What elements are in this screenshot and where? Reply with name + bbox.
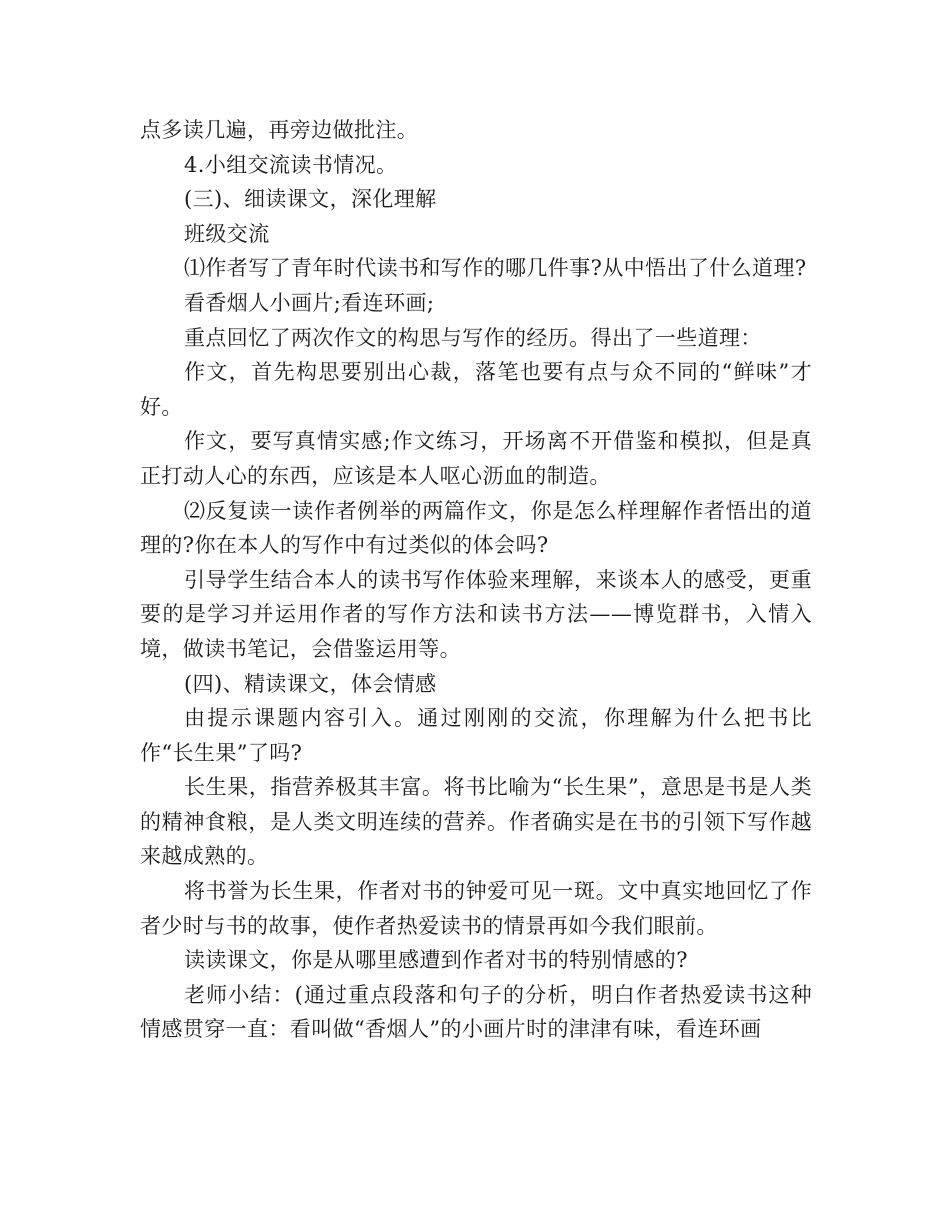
paragraph-6: 看香烟人小画片;看连环画; (184, 290, 435, 315)
paragraph-10: ⑵反复读一读作者例举的两篇作文，你是怎么样理解作者悟出的道理的?你在本人的写作中有过类似的体会吗? (140, 498, 812, 558)
paragraph-8: 作文，首先构思要别出心裁，落笔也要有点与众不同的“鲜味”才好。 (140, 360, 812, 419)
section-heading-3: (三)、细读课文，深化理解 (184, 187, 437, 212)
paragraph-1: 点多读几遍，再旁边做批注。 (140, 118, 419, 142)
paragraph-11: 引导学生结合本人的读书写作体验来理解，来谈本人的感受，更重要的是学习并运用作者的写作方法和读书方法——博览群书，入情入境，做读书笔记，会借鉴运用等。 (140, 567, 812, 661)
paragraph-2: 4.小组交流读书情况。 (184, 152, 398, 177)
section-heading-12: (四)、精读课文，体会情感 (184, 671, 437, 696)
paragraph-13: 由提示课题内容引入。通过刚刚的交流，你理解为什么把书比作“长生果”了吗? (140, 706, 812, 765)
paragraph-17: 老师小结：(通过重点段落和句子的分析，明白作者热爱读书这种情感贯穿一直：看叫做“香烟人”的小画片时的津津有味，看连环画 (140, 982, 812, 1042)
paragraph-15: 将书誉为长生果，作者对书的钟爱可见一斑。文中真实地回忆了作者少时与书的故事，使作者热爱读书的情景再如今我们眼前。 (140, 879, 812, 938)
paragraph-9: 作文，要写真情实感;作文练习，开场离不开借鉴和模拟，但是真正打动人心的东西，应该是本人呕心沥血的制造。 (140, 429, 812, 488)
paragraph-16: 读读课文，你是从哪里感遭到作者对书的特别情感的? (184, 948, 688, 973)
paragraph-5: ⑴作者写了青年时代读书和写作的哪几件事?从中悟出了什么道理? (184, 256, 807, 281)
paragraph-7: 重点回忆了两次作文的构思与写作的经历。得出了一些道理： (184, 325, 762, 350)
paragraph-14: 长生果，指营养极其丰富。将书比喻为“长生果”，意思是书是人类的精神食粮，是人类文明连续的营养。作者确实是在书的引领下写作越来越成熟的。 (140, 775, 812, 869)
document-body (140, 113, 812, 1047)
paragraph-4: 班级交流 (184, 221, 270, 246)
